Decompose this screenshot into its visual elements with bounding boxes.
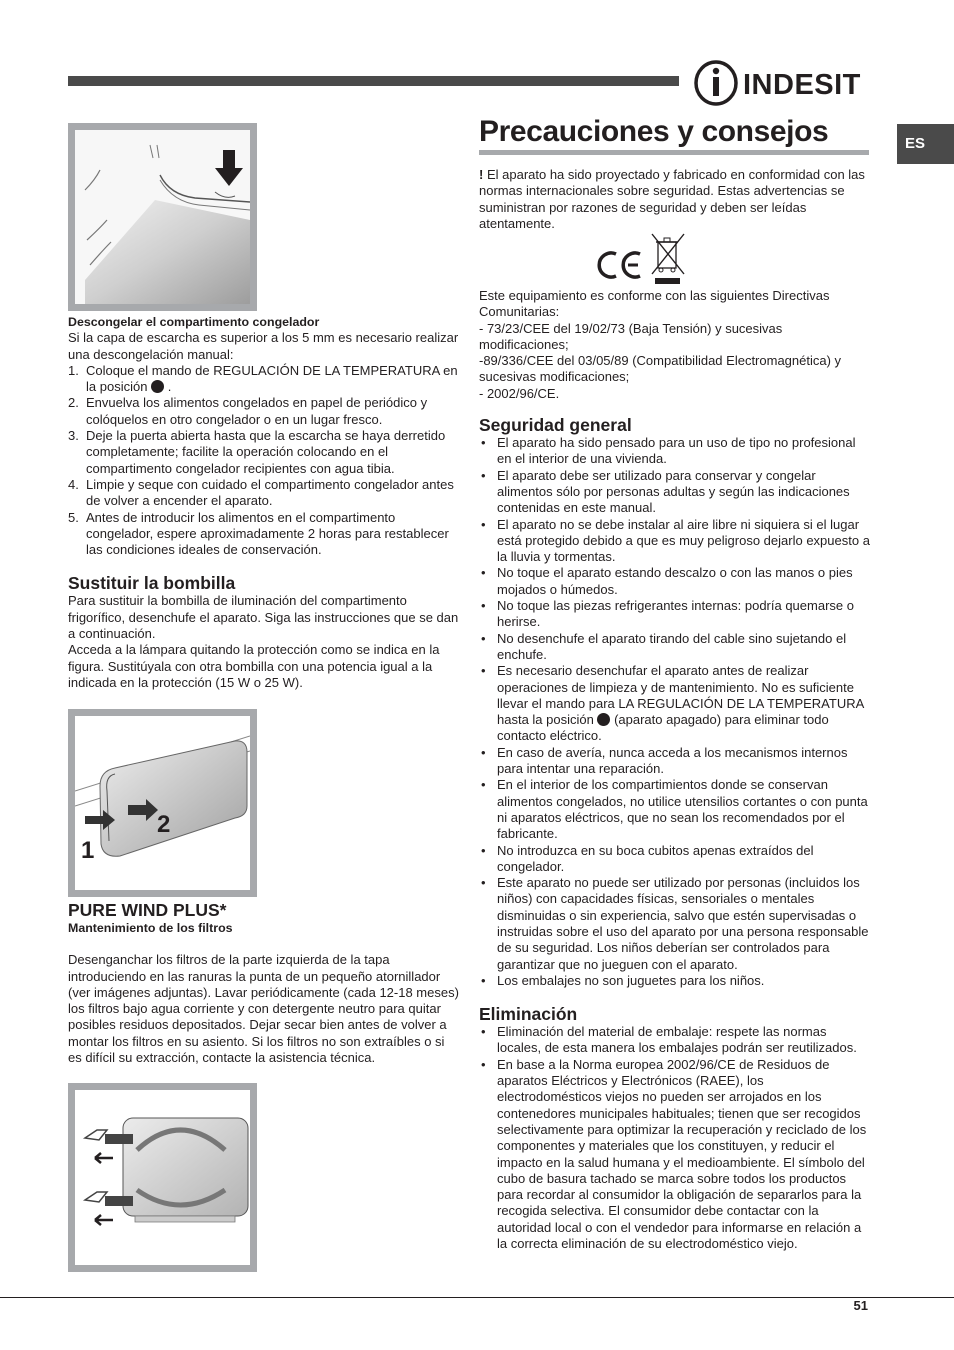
bulb-heading: Sustituir la bombilla <box>68 573 236 594</box>
off-position-icon <box>151 380 164 393</box>
figure-lamp-cover <box>68 709 257 897</box>
directive-item: - 73/23/CEE del 19/02/73 (Baja Tensión) y sucesivas modificaciones; <box>479 320 783 352</box>
list-item: • No toque el aparato estando descalzo o con las manos o pies mojados o húmedos. <box>481 565 853 597</box>
directives-section <box>479 288 871 1252</box>
bulb-text-1: Para sustituir la bombilla de iluminación del compartimento frigorífico, desenchufe el aparato. Siga las instrucciones que se dan a continuación. <box>68 593 459 642</box>
ce-weee-marks <box>594 232 689 286</box>
list-item: • El aparato ha sido pensado para un uso de tipo no profesional en el interior de una vivienda. <box>481 435 856 467</box>
warning-mark: ! <box>479 167 484 182</box>
page-title: Precauciones y consejos <box>479 115 829 148</box>
list-item: • Los embalajes no son juguetes para los niños. <box>481 972 765 988</box>
defrost-step: 2. Envuelva los alimentos congelados en papel de periódico y colóquelos en otro congelador o en un lugar fresco. <box>68 395 428 427</box>
step-label-2: 2 <box>157 811 171 838</box>
directives-intro: Este equipamiento es conforme con las siguientes Directivas Comunitarias: <box>479 288 830 320</box>
defrost-step: 4. Limpie y seque con cuidado el compartimento congelador antes de volver a encender el aparato. <box>68 476 454 509</box>
bulb-text-2: Acceda a la lámpara quitando la protección como se indica en la figura. Sustitúyala con otra bombilla con una potencia igual a la indicada en la protección (15 W o 25 W). <box>68 642 440 690</box>
page-number: 51 <box>853 1298 868 1313</box>
ce-mark-icon <box>599 253 640 277</box>
footer-rule <box>0 1297 954 1298</box>
safety-list <box>479 435 871 989</box>
logo-wordmark: INDESIT <box>743 69 861 101</box>
header-bar <box>68 76 679 86</box>
defrost-heading: Descongelar el compartimento congelador <box>68 315 320 329</box>
disposal-heading: Eliminación <box>479 1004 578 1025</box>
directive-item: - 2002/96/CE. <box>479 385 560 401</box>
purewind-subheading: Mantenimiento de los filtros <box>68 921 233 935</box>
purewind-section <box>68 900 460 1066</box>
safety-heading: Seguridad general <box>479 415 632 436</box>
crossed-bin-icon <box>652 234 684 284</box>
list-item: • El aparato debe ser utilizado para conservar y congelar alimentos sólo por personas adultas y según las indicaciones contenidas en este manual. <box>481 467 850 516</box>
purewind-heading: PURE WIND PLUS* <box>68 900 227 920</box>
indesit-logo <box>692 60 872 106</box>
list-item: • No desenchufe el aparato tirando del cable sino sujetando el enchufe. <box>481 630 847 662</box>
defrost-intro: Si la capa de escarcha es superior a los 5 mm es necesario realizar una descongelación manual: <box>68 330 459 362</box>
list-item: • Es necesario desenchufar el aparato antes de realizar operaciones de limpieza y de mantenimiento. No es suficiente llevar el mando para LA REGULACIÓN DE LA TEMPERATURA hasta la posición (aparato apagado) para eliminar todo contacto eléctrico. <box>481 663 864 744</box>
filter-illustration <box>75 1090 250 1265</box>
list-item: • Este aparato no puede ser utilizado por personas (incluidos los niños) con capacidades físicas, sensoriales o mentales disminuidas o sin experiencia, salvo que estén supervisadas o instruidas sobre el uso del aparato por una persona responsable de su seguridad. Los niños deberían ser controlados para garantizar que no jueguen con el aparato. <box>481 875 869 972</box>
list-item: • En base a la Norma europea 2002/96/CE de Residuos de aparatos Eléctricos y Electrónicos (RAEE), los electrodomésticos viejos no pueden ser arrojados en los contenedores municipales habituales; tienen que ser recogidos selectivamente para optimizar la recuperación y reciclado de los componentes y materiales que los constituyen, y reducir el impacto en la salud humana y el medioambiente. El símbolo del cubo de basura tachado se marca sobre todos los productos para recordar al consumidor la obligación de separarlos para la recogida selectiva. El consumidor debe contactar con la autoridad local o con el vendedor para informarse en relación a la correcta eliminación de su electrodoméstico viejo. <box>481 1056 867 1252</box>
intro-section <box>479 167 871 232</box>
defrost-section <box>68 314 460 691</box>
directive-item: -89/336/CEE del 03/05/89 (Compatibilidad Electromagnética) y sucesivas modificaciones; <box>479 353 842 385</box>
lamp-cover-illustration <box>75 716 250 890</box>
list-item: • Eliminación del material de embalaje: respete las normas locales, de esta manera los embalajes podrán ser reutilizados. <box>481 1024 857 1056</box>
intro-text: ! El aparato ha sido proyectado y fabricado en conformidad con las normas internacionales sobre seguridad. Estas advertencias se suministran por razones de seguridad y deben ser leídas atentamente. <box>479 167 865 231</box>
off-position-icon <box>597 713 610 726</box>
list-item: • No introduzca en su boca cubitos apenas extraídos del congelador. <box>481 842 814 874</box>
list-item: • En el interior de los compartimientos donde se conservan alimentos congelados, no utilice utensilios cortantes o con punta ni aparatos eléctricos, que no sean los recomendados por el fabricante. <box>481 777 868 842</box>
defrost-steps <box>68 363 460 559</box>
defrost-step: 1. Coloque el mando de REGULACIÓN DE LA TEMPERATURA en la posición . <box>68 362 458 395</box>
disposal-list <box>479 1024 871 1252</box>
list-item: • No toque las piezas refrigerantes internas: podría quemarse o herirse. <box>481 598 854 630</box>
freezer-illustration <box>75 130 250 304</box>
figure-freezer-defrost <box>68 123 257 311</box>
list-item: • En caso de avería, nunca acceda a los mecanismos internos para intentar una reparación. <box>481 744 848 777</box>
language-tab: ES <box>897 124 954 164</box>
step-label-1: 1 <box>81 837 95 864</box>
purewind-text: Desenganchar los filtros de la parte izquierda de la tapa introduciendo en las ranuras la punta de un pequeño atornillador (ver imágenes adjuntas). Lavar periódicamente (cada 12-18 meses) los filtros bajo agua corriente y con detergente neutro para quitar posibles residuos depositados. Dejar secar bien antes de volver a montar los filtros en su asiento. Si los filtros no son extraíbles o si es difícil su extracción, contacte la asistencia técnica. <box>68 952 459 1066</box>
defrost-step: 5. Antes de introducir los alimentos en el compartimento congelador, espere aproximadamente 2 horas para restablecer las condiciones ideales de conservación. <box>68 509 449 558</box>
defrost-step: 3. Deje la puerta abierta hasta que la escarcha se haya derretido completamente; facilite la operación colocando en el compartimento congelador recipientes con agua tibia. <box>68 428 446 476</box>
title-rule <box>479 150 869 155</box>
list-item: • El aparato no se debe instalar al aire libre ni siquiera si el lugar está protegido debido a que es muy peligroso dejarlo expuesto a la lluvia y tormentas. <box>481 516 870 565</box>
figure-filters <box>68 1083 257 1272</box>
